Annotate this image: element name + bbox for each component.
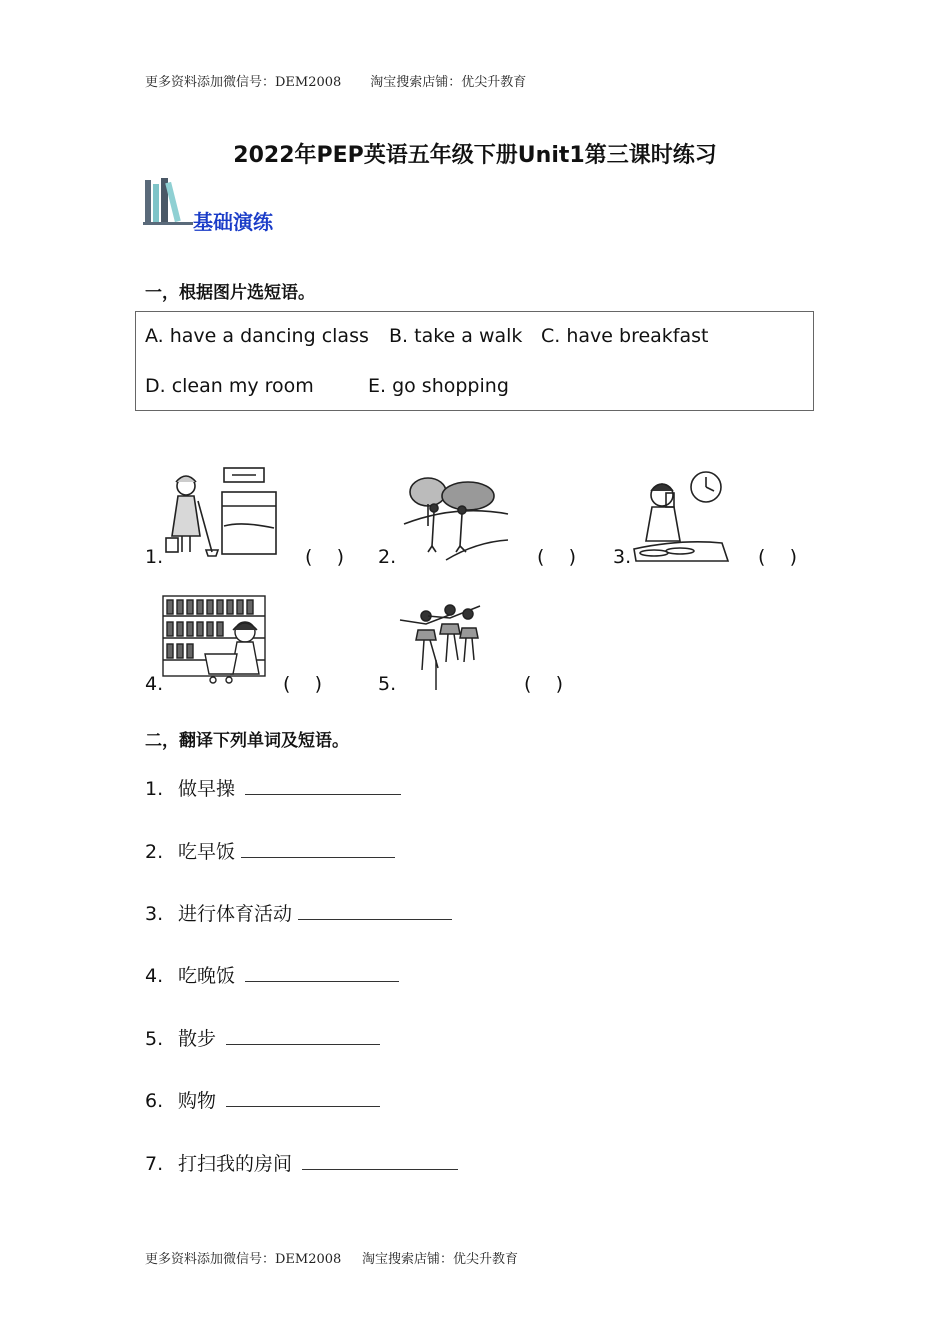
answer-blank[interactable] [298,901,452,920]
item-text: 打扫我的房间 [178,1153,293,1175]
item-text: 散步 [178,1028,217,1050]
part2-heading: 二，翻译下列单词及短语。 [145,731,349,751]
translation-row [145,1086,380,1113]
option-e: E. go shopping [368,375,509,397]
item-number: 2. [145,841,164,863]
item-text: 购物 [178,1090,217,1112]
item-number: 5. [378,673,397,695]
ballet-dancers-picture [398,600,488,692]
item-number: 4. [145,965,164,987]
item-text: 吃晚饭 [178,965,236,987]
item-number: 5. [145,1028,164,1050]
option-c: C. have breakfast [541,325,709,347]
answer-blank[interactable] [245,776,401,795]
page-header: 更多资料添加微信号：DEM2008 淘宝搜索店铺：优尖升教育 [145,75,527,90]
item-number: 4. [145,673,164,695]
option-d: D. clean my room [145,375,314,397]
answer-paren[interactable]: ( ) [758,546,797,568]
item-text: 进行体育活动 [178,903,293,925]
translation-row [145,899,452,926]
translation-row [145,961,399,988]
item-text: 做早操 [178,778,236,800]
translation-row [145,837,395,864]
answer-blank[interactable] [226,1026,380,1045]
item-number: 3. [613,546,632,568]
option-a: A. have a dancing class [145,325,369,347]
boy-eating-breakfast-picture [630,465,730,563]
answer-blank[interactable] [241,839,395,858]
item-number: 6. [145,1090,164,1112]
item-number: 1. [145,546,164,568]
translation-row [145,1024,380,1051]
item-number: 1. [145,778,164,800]
answer-blank[interactable] [226,1088,380,1107]
answer-paren[interactable]: ( ) [283,673,322,695]
item-text: 吃早饭 [178,841,236,863]
option-b: B. take a walk [389,325,523,347]
walk-in-park-picture [396,474,510,564]
answer-paren[interactable]: ( ) [305,546,344,568]
girl-shopping-picture [161,594,267,686]
item-number: 2. [378,546,397,568]
answer-blank[interactable] [302,1151,458,1170]
item-number: 3. [145,903,164,925]
answer-paren[interactable]: ( ) [524,673,563,695]
answer-paren[interactable]: ( ) [537,546,576,568]
page-footer: 更多资料添加微信号：DEM2008 淘宝搜索店铺：优尖升教育 [145,1252,518,1267]
answer-blank[interactable] [245,963,399,982]
section-label: 基础演练 [193,210,273,234]
translation-row [145,1149,458,1176]
page-title: 2022年PEP英语五年级下册Unit1第三课时练习 [233,143,717,168]
translation-row [145,774,401,801]
cleaning-girl-picture [162,466,286,560]
part1-heading: 一，根据图片选短语。 [145,283,315,303]
books-icon [143,176,195,228]
item-number: 7. [145,1153,164,1175]
